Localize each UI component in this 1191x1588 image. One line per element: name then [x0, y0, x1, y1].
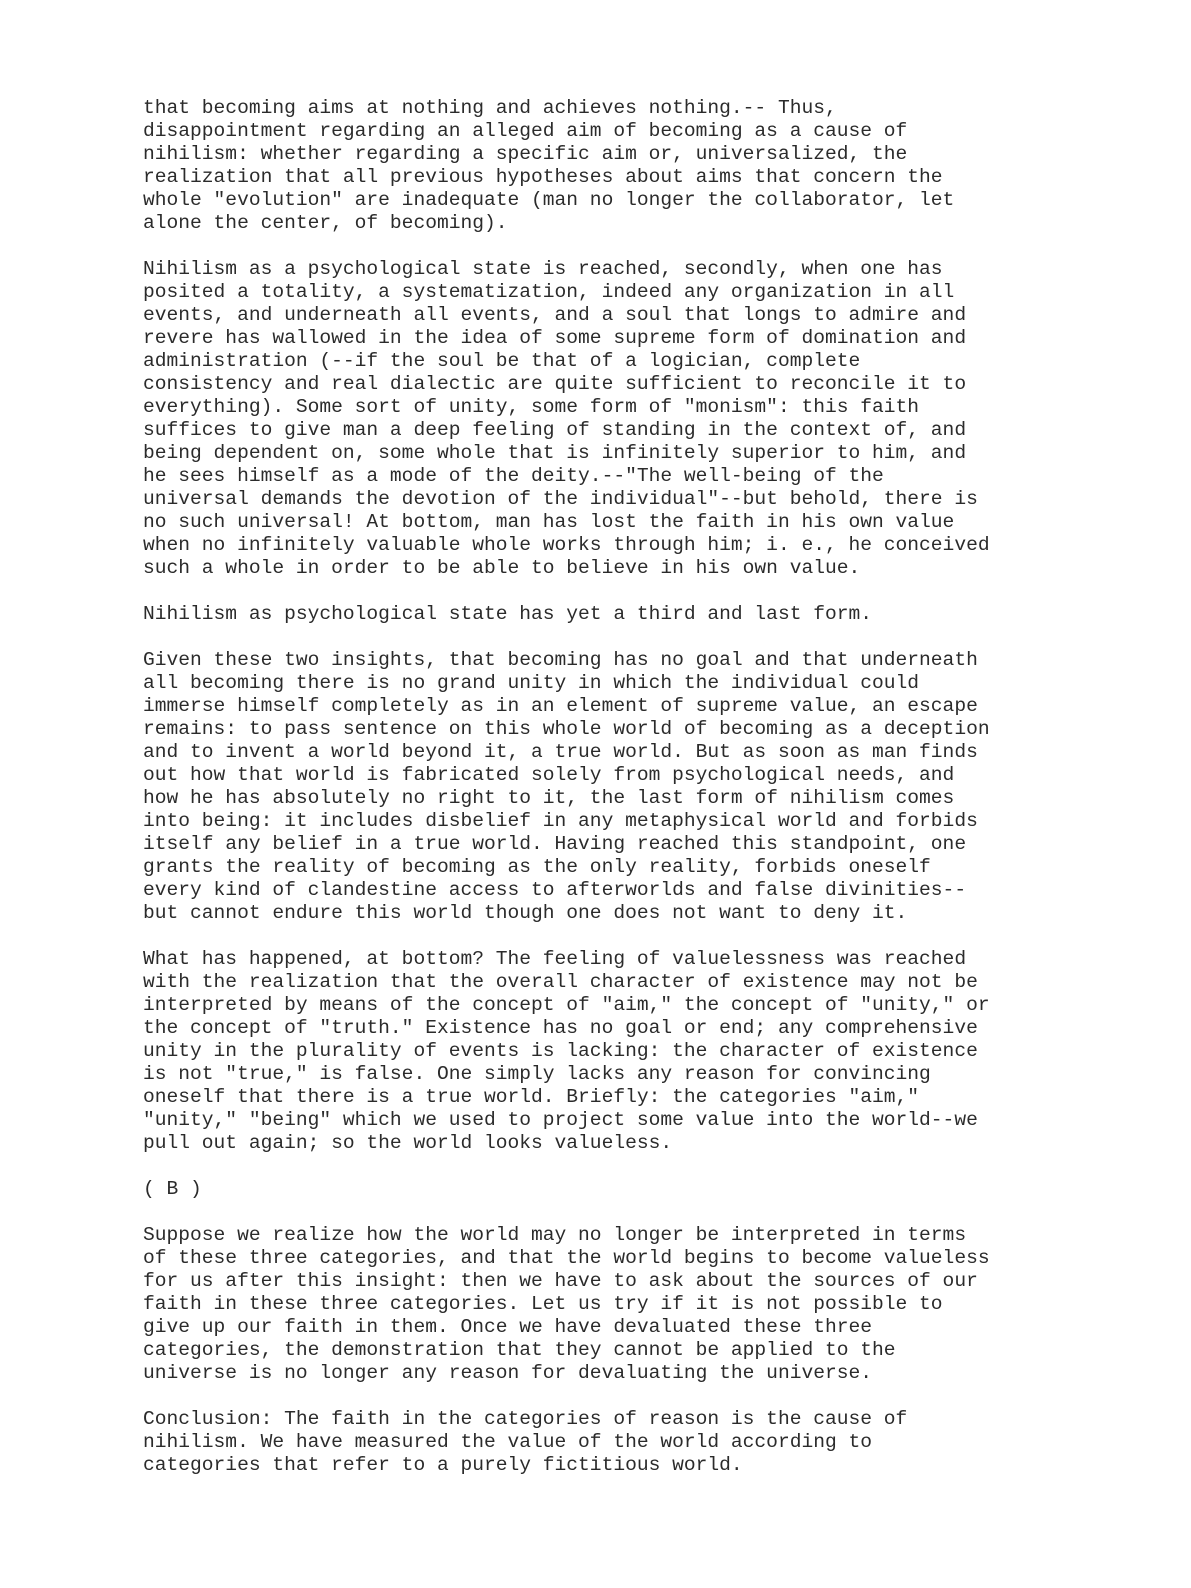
paragraph-continuation-aim: that becoming aims at nothing and achieves nothing.-- Thus, disappointment regarding an alleged aim of becoming as a cause of nihilism: whether regarding a specific aim or, universalized, the realization that all previous hypotheses about aims that concern the whole "evolution" are inadequate (man no longer the collaborator, let alone the center, of becoming).: [143, 97, 955, 234]
paragraph-conclusion: Conclusion: The faith in the categories of reason is the cause of nihilism. We have measured the value of the world according to categories that refer to a purely fictitious world.: [143, 1408, 908, 1476]
paragraph-third-form-intro: Nihilism as psychological state has yet a third and last form.: [143, 603, 873, 625]
paragraph-second-form: Nihilism as a psychological state is reached, secondly, when one has posited a totality, a systematization, indeed any organization in all events, and underneath all events, and a soul that longs to admire and revere has wallowed in the idea of some supreme form of domination and administration (--if the soul be that of a logician, complete consistency and real dialectic are quite sufficient to reconcile it to everything). Some sort of unity, some form of "monism": this faith suffices to give man a deep feeling of standing in the context of, and being dependent on, some whole that is infinitely superior to him, and he sees himself as a mode of the deity.--"The well-being of the universal demands the devotion of the individual"--but behold, there is no such universal! At bottom, man has lost the faith in his own value when no infinitely valuable whole works through him; i. e., he conceived such a whole in order to be able to believe in his own value.: [143, 258, 990, 579]
paragraph-third-form: Given these two insights, that becoming has no goal and that underneath all becoming there is no grand unity in which the individual could immerse himself completely as in an element of supreme value, an escape remains: to pass sentence on this whole world of becoming as a deception and to invent a world beyond it, a true world. But as soon as man finds out how that world is fabricated solely from psychological needs, and how he has absolutely no right to it, the last form of nihilism comes into being: it includes disbelief in any metaphysical world and forbids itself any belief in a true world. Having reached this standpoint, one grants the reality of becoming as the only reality, forbids oneself every kind of clandestine access to afterworlds and false divinities-- but cannot endure this world though one does not want to deny it.: [143, 649, 990, 924]
paragraph-suppose: Suppose we realize how the world may no longer be interpreted in terms of these three categories, and that the world begins to become valueless for us after this insight: then we have to ask about the sources of our faith in these three categories. Let us try if it is not possible to give up our faith in them. Once we have devaluated these three categories, the demonstration that they cannot be applied to the universe is no longer any reason for devaluating the universe.: [143, 1224, 990, 1384]
document-page: [143, 97, 1153, 1500]
paragraph-what-happened: What has happened, at bottom? The feeling of valuelessness was reached with the realization that the overall character of existence may not be interpreted by means of the concept of "aim," the concept of "unity," or the concept of "truth." Existence has no goal or end; any comprehensive unity in the plurality of events is lacking: the character of existence is not "true," is false. One simply lacks any reason for convincing oneself that there is a true world. Briefly: the categories "aim," "unity," "being" which we used to project some value into the world--we pull out again; so the world looks valueless.: [143, 948, 990, 1154]
section-marker-b: ( B ): [143, 1178, 202, 1200]
